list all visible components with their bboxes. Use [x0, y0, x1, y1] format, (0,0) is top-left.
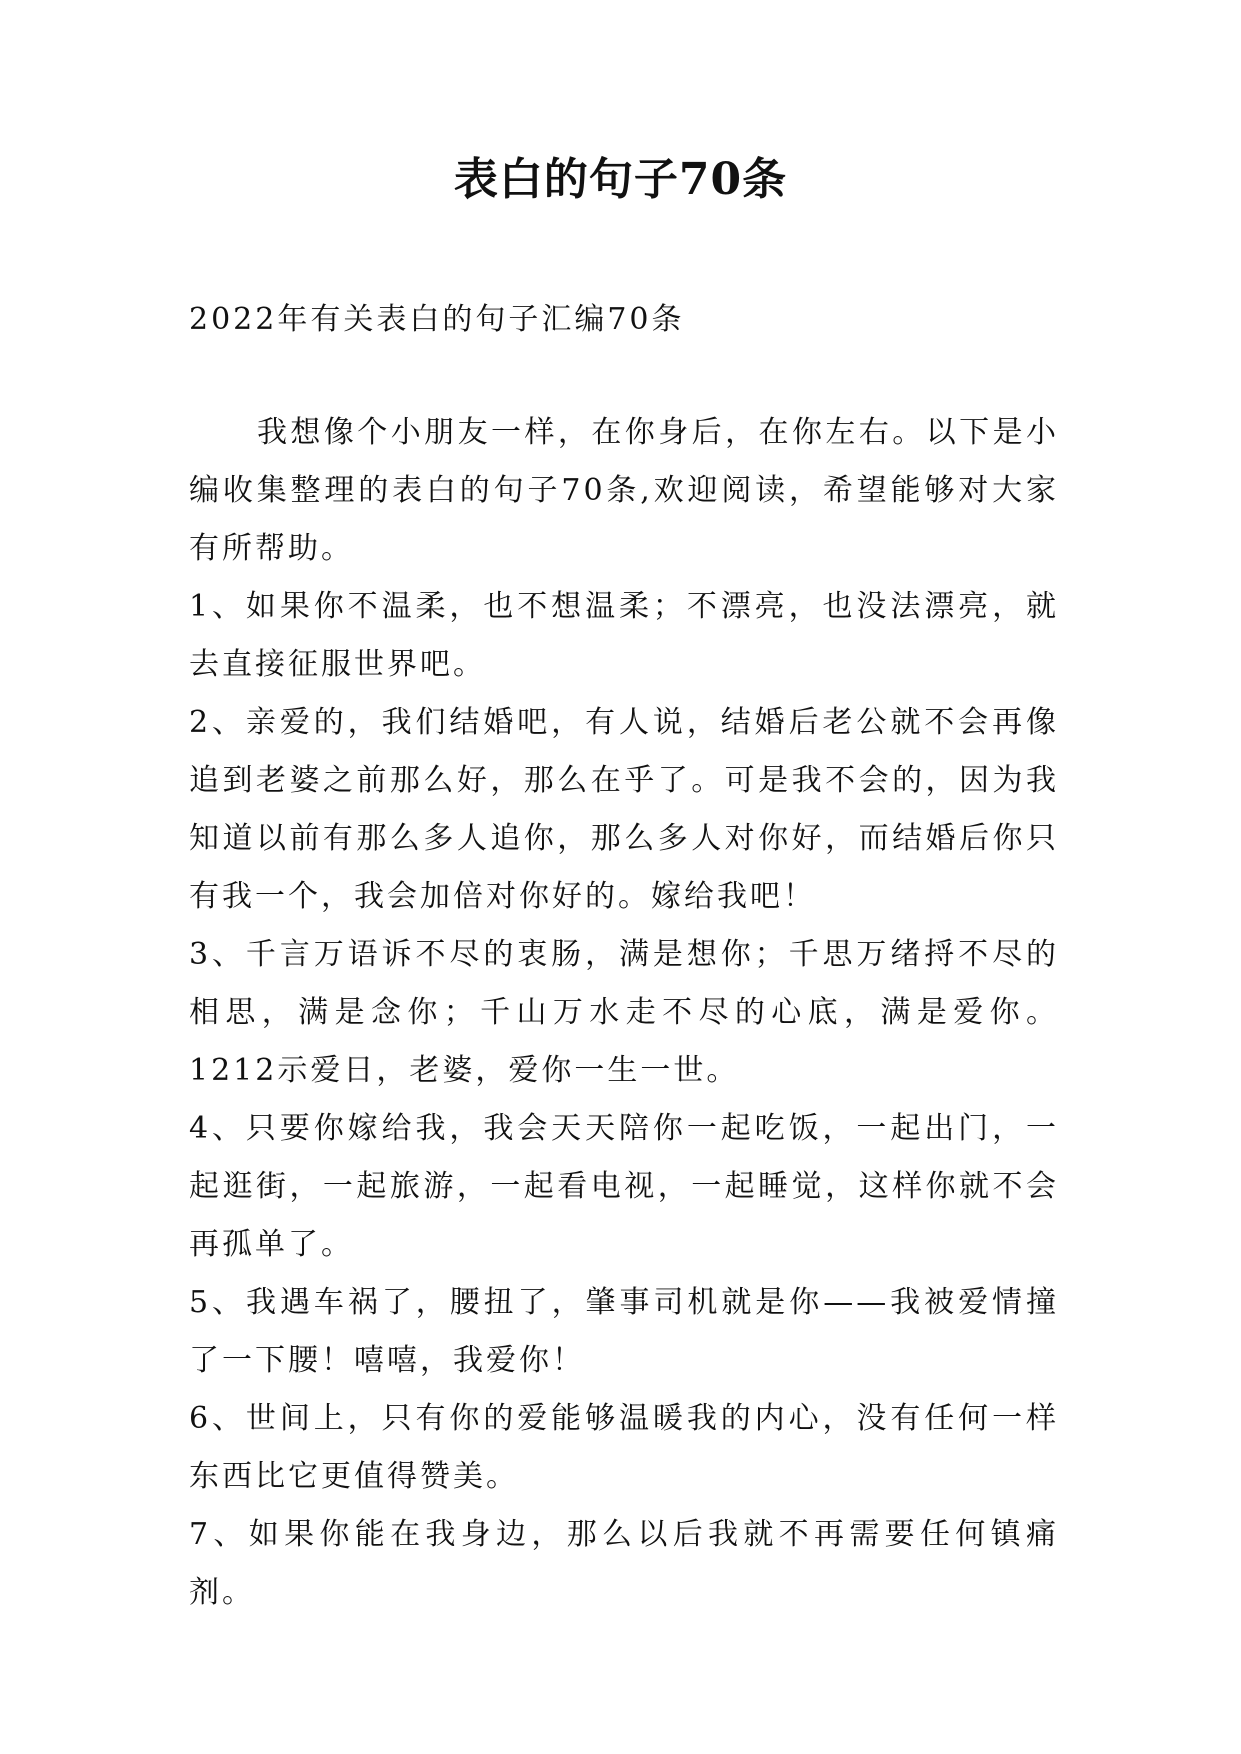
document-content	[189, 404, 1059, 1622]
document-subtitle: 2022年有关表白的句子汇编70条	[189, 302, 685, 337]
list-item: 1、如果你不温柔，也不想温柔；不漂亮，也没法漂亮，就去直接征服世界吧。	[189, 589, 1059, 682]
list-item: 5、我遇车祸了，腰扭了，肇事司机就是你——我被爱情撞了一下腰！嘻嘻，我爱你！	[189, 1285, 1059, 1378]
list-item: 7、如果你能在我身边，那么以后我就不再需要任何镇痛剂。	[189, 1517, 1059, 1610]
list-item: 4、只要你嫁给我，我会天天陪你一起吃饭，一起出门，一起逛街，一起旅游，一起看电视，一起睡觉，这样你就不会再孤单了。	[189, 1111, 1059, 1262]
list-item: 6、世间上，只有你的爱能够温暖我的内心，没有任何一样东西比它更值得赞美。	[189, 1401, 1059, 1494]
list-item: 3、千言万语诉不尽的衷肠，满是想你；千思万绪捋不尽的相思，满是念你；千山万水走不尽的心底，满是爱你。1212示爱日，老婆，爱你一生一世。	[189, 937, 1059, 1088]
document-title: 表白的句子70条	[453, 154, 788, 205]
intro-paragraph: 我想像个小朋友一样，在你身后，在你左右。以下是小编收集整理的表白的句子70条,欢迎阅读，希望能够对大家有所帮助。	[189, 415, 1059, 566]
list-item: 2、亲爱的，我们结婚吧，有人说，结婚后老公就不会再像追到老婆之前那么好，那么在乎了。可是我不会的，因为我知道以前有那么多人追你，那么多人对你好，而结婚后你只有我一个，我会加倍对你好的。嫁给我吧！	[189, 705, 1059, 914]
